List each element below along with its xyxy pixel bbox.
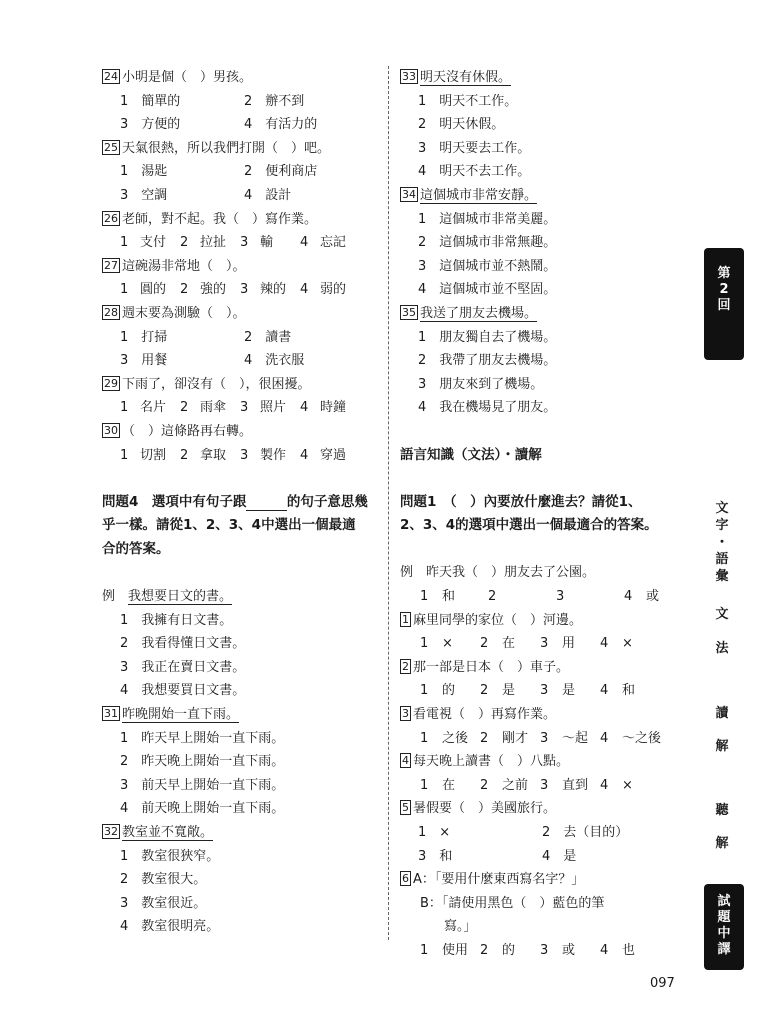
- problem-1-heading: 問題1 （ ）內要放什麼進去？請從1、: [400, 493, 642, 510]
- question-text: 老師，對不起。我（ ）寫作業。: [122, 211, 318, 227]
- option-text: 名片: [140, 400, 167, 416]
- option: 1 這個城市非常美麗。: [418, 211, 557, 227]
- option-number: 1: [420, 942, 429, 958]
- side-label-listening-1: [712, 802, 732, 819]
- option: 2 便利商店: [244, 164, 318, 180]
- option-number: 2: [180, 447, 189, 463]
- question-number: 26: [104, 211, 118, 225]
- tab-char: 2: [719, 282, 729, 297]
- option-number: 3: [240, 235, 249, 251]
- option-text: 或: [562, 942, 576, 958]
- option-text: 切割: [140, 447, 167, 463]
- option-text: 和: [622, 683, 636, 699]
- question-text: 週末要為測驗（ ）。: [122, 305, 246, 321]
- option-text: ～之後: [622, 730, 662, 746]
- question-number: 34: [402, 187, 416, 201]
- tab-translation[interactable]: [704, 884, 744, 970]
- question-31: [102, 703, 380, 727]
- question-24: [102, 66, 380, 90]
- question-32: [102, 821, 380, 845]
- option-number: 1: [420, 730, 429, 746]
- option-text: 和: [442, 589, 456, 605]
- option-number: 2: [180, 282, 189, 298]
- option-text: 的: [502, 942, 516, 958]
- option-row: [102, 349, 380, 373]
- side-char: 彙: [715, 569, 729, 584]
- column-divider: [388, 66, 389, 940]
- option: 2 讀書: [244, 329, 292, 345]
- option: 1 教室很狹窄。: [120, 848, 220, 864]
- question-number: 32: [104, 825, 118, 838]
- problem-1-heading-line2: 2、3、4的選項中選出一個最適合的答案。: [400, 517, 658, 534]
- question-text: 天氣很熱，所以我們打開（ ）吧。: [122, 140, 331, 156]
- option-row: [400, 632, 672, 656]
- option-text: 弱的: [320, 282, 347, 298]
- option-text: 在: [442, 777, 456, 793]
- question-number: 28: [104, 305, 118, 319]
- option-number: 1: [120, 447, 129, 463]
- option-text: 用: [562, 636, 576, 652]
- question-text: 昨晚開始一直下雨。: [122, 707, 240, 723]
- option-number: 3: [540, 777, 549, 793]
- grammar-question-2: [400, 656, 672, 680]
- option: 3 用餐: [120, 353, 168, 369]
- option-number: 4: [300, 447, 309, 463]
- question-text: 我送了朋友去機場。: [420, 305, 538, 321]
- left-column: [102, 66, 380, 939]
- tab-char: 試: [717, 894, 731, 909]
- problem-4-heading: [102, 491, 380, 515]
- option-text: 也: [622, 942, 636, 958]
- option-text: 拿取: [200, 447, 227, 463]
- tab-char: 回: [717, 298, 731, 313]
- question-text: 每天晚上讀書（ ）八點。: [413, 754, 570, 770]
- question-33: [400, 66, 672, 90]
- heading-text: 問題4 選項中有句子跟: [102, 493, 247, 510]
- option: 3 明天要去工作。: [418, 140, 531, 156]
- option-text: 支付: [140, 235, 167, 251]
- problem-4-heading-line3: 合的答案。: [102, 540, 170, 557]
- option-text: 直到: [562, 777, 589, 793]
- option-text: 剛才: [502, 730, 529, 746]
- question-34: [400, 184, 672, 208]
- grammar-question-3: [400, 703, 672, 727]
- option-number: 3: [240, 282, 249, 298]
- side-char: 文: [715, 607, 729, 622]
- question-number: 5: [402, 801, 409, 815]
- question-text: 麻里同學的家位（ ）河邊。: [413, 612, 583, 628]
- question-text: 明天沒有休假。: [420, 70, 512, 85]
- option-row: [102, 231, 380, 255]
- option: 2 辦不到: [244, 93, 305, 109]
- side-char: 讀: [715, 706, 729, 721]
- blank-line: [246, 494, 287, 511]
- heading-text: 的句子意思幾: [286, 493, 368, 510]
- option-number: 2: [480, 942, 489, 958]
- option-number: 4: [300, 400, 309, 416]
- question-30: [102, 420, 380, 444]
- tab-char: 中: [717, 926, 731, 941]
- option-number: 3: [540, 942, 549, 958]
- option-row: [102, 444, 380, 468]
- question-29: [102, 373, 380, 397]
- option-text: 穿過: [320, 447, 347, 463]
- option-row: [102, 278, 380, 302]
- option: 2 明天休假。: [418, 117, 505, 133]
- option-number: 4: [600, 730, 609, 746]
- question-text: 教室並不寬敞。: [122, 825, 214, 840]
- option: 1 打掃: [120, 329, 168, 345]
- option-row: [400, 774, 672, 798]
- question-35: [400, 302, 672, 326]
- tab-char: 第: [717, 266, 731, 281]
- option: 2 教室很大。: [120, 872, 207, 888]
- option: 4 設計: [244, 187, 292, 203]
- question-number: 6: [402, 872, 409, 886]
- option-text: 拉扯: [200, 235, 227, 251]
- option-number: 4: [624, 589, 633, 605]
- question-number: 3: [402, 707, 409, 721]
- right-column: [400, 66, 672, 963]
- side-char: 聽: [715, 803, 729, 818]
- option-row: [400, 939, 672, 963]
- side-char: 語: [715, 552, 729, 567]
- side-char: 法: [715, 641, 729, 656]
- option-row: [400, 821, 672, 845]
- option: 4 我在機場見了朋友。: [418, 400, 557, 416]
- question-number: 35: [402, 305, 416, 319]
- option: 3 和: [418, 848, 453, 864]
- side-label-listening-2: [712, 835, 732, 852]
- question-text: 這碗湯非常地（ ）。: [122, 258, 246, 274]
- option-number: 3: [556, 589, 565, 605]
- option-text: 使用: [442, 942, 469, 958]
- side-char: 文: [715, 501, 729, 516]
- question-number: 29: [104, 376, 118, 390]
- option-text: ×: [622, 777, 633, 793]
- option: 4 洗衣服: [244, 353, 305, 369]
- example-label: 例: [102, 589, 116, 605]
- option: 1 湯匙: [120, 164, 168, 180]
- option-number: 2: [480, 636, 489, 652]
- question-text: 看電視（ ）再寫作業。: [413, 707, 557, 723]
- option: 2 我看得懂日文書。: [120, 636, 246, 652]
- option-text: 圓的: [140, 282, 167, 298]
- option-number: 3: [240, 400, 249, 416]
- option-text: 照片: [260, 400, 287, 416]
- question-text: A：「要用什麼東西寫名字？」: [413, 872, 585, 888]
- option-number: 4: [600, 636, 609, 652]
- grammar-question-5: [400, 797, 672, 821]
- option-row: [400, 679, 672, 703]
- question-25: [102, 137, 380, 161]
- option-number: 4: [300, 282, 309, 298]
- option-text: 強的: [200, 282, 227, 298]
- option: 2 我帶了朋友去機場。: [418, 353, 557, 369]
- option-text: 之後: [442, 730, 469, 746]
- option: 3 空調: [120, 187, 168, 203]
- option-text: ×: [622, 636, 633, 652]
- side-label-vocabulary: [712, 500, 732, 585]
- page-number: 097: [650, 976, 675, 991]
- option-text: 的: [442, 683, 456, 699]
- option: 4 有活力的: [244, 117, 318, 133]
- option: 3 我正在賣日文書。: [120, 659, 246, 675]
- option-text: 或: [646, 589, 660, 605]
- option-text: 製作: [260, 447, 287, 463]
- question-text: 小明是個（ ）男孩。: [122, 70, 253, 85]
- example: 例 昨天我（ ）朋友去了公園。: [400, 565, 596, 581]
- option-number: 3: [540, 636, 549, 652]
- option: 2 去（目的）: [542, 825, 629, 840]
- option-number: 1: [120, 400, 129, 416]
- option-number: 2: [480, 730, 489, 746]
- option: 1 朋友獨自去了機場。: [418, 329, 557, 345]
- option: 3 這個城市並不熱鬧。: [418, 258, 557, 274]
- grammar-question-4: [400, 750, 672, 774]
- option: 3 前天早上開始一直下雨。: [120, 777, 285, 793]
- tab-round-2[interactable]: [704, 248, 744, 360]
- question-text: 下雨了，卻沒有（ ），很困擾。: [122, 376, 311, 392]
- option-number: 3: [540, 683, 549, 699]
- option-row: [102, 184, 380, 208]
- option-row: [400, 585, 672, 609]
- option: 1 我擁有日文書。: [120, 612, 233, 628]
- option: 4 教室很明亮。: [120, 919, 220, 935]
- option-number: 1: [420, 636, 429, 652]
- side-label-grammar-2: [712, 640, 732, 657]
- question-text: （ ）這條路再右轉。: [122, 423, 253, 439]
- option-text: 是: [562, 683, 576, 699]
- option-number: 2: [488, 589, 497, 605]
- side-label-reading-1: [712, 705, 732, 722]
- option-text: ～起: [562, 730, 589, 746]
- grammar-question-1: [400, 609, 672, 633]
- example-sentence: 我想要日文的書。: [128, 589, 233, 605]
- option-number: 4: [600, 942, 609, 958]
- question-text: 暑假要（ ）美國旅行。: [413, 801, 557, 817]
- option-row: [102, 326, 380, 350]
- option-row: [400, 727, 672, 751]
- option-text: 在: [502, 636, 516, 652]
- side-label-grammar-1: [712, 606, 732, 623]
- side-char: 字: [715, 518, 729, 533]
- option: 4 這個城市並不堅固。: [418, 282, 557, 298]
- option: 2 昨天晚上開始一直下雨。: [120, 754, 285, 770]
- question-number: 27: [104, 258, 118, 272]
- example: [102, 585, 380, 609]
- option-number: 1: [120, 235, 129, 251]
- dialogue-line: 寫。」: [444, 919, 477, 935]
- question-28: [102, 302, 380, 326]
- option-text: 是: [502, 683, 516, 699]
- question-number: 4: [402, 754, 409, 768]
- option-number: 4: [600, 683, 609, 699]
- option: 1 明天不工作。: [418, 93, 518, 109]
- question-26: [102, 208, 380, 232]
- problem-4-heading-line2: 乎一樣。請從1、2、3、4中選出一個最適: [102, 517, 356, 534]
- tab-char: 譯: [717, 942, 731, 957]
- option-text: 時鐘: [320, 400, 347, 416]
- option: 4 前天晚上開始一直下雨。: [120, 801, 285, 817]
- option-row: [400, 845, 672, 869]
- side-char: 解: [715, 739, 729, 754]
- option-number: 4: [600, 777, 609, 793]
- tab-char: 題: [717, 910, 731, 925]
- option-number: 1: [420, 777, 429, 793]
- option-row: [102, 160, 380, 184]
- option-number: 2: [180, 235, 189, 251]
- option-number: 4: [300, 235, 309, 251]
- option-text: ×: [442, 636, 453, 652]
- option: 3 教室很近。: [120, 895, 207, 911]
- option: 4 是: [542, 848, 577, 864]
- option-number: 3: [240, 447, 249, 463]
- option-text: 辣的: [260, 282, 287, 298]
- option-number: 1: [420, 589, 429, 605]
- question-text: 那一部是日本（ ）車子。: [413, 659, 570, 675]
- option-text: 輸: [260, 235, 274, 251]
- side-label-reading-2: [712, 738, 732, 755]
- option-row: [102, 113, 380, 137]
- option-row: [102, 90, 380, 114]
- option: 1 簡單的: [120, 93, 181, 109]
- option: 3 方便的: [120, 117, 181, 133]
- question-number: 1: [402, 612, 409, 626]
- option: 4 明天不去工作。: [418, 164, 531, 180]
- option: 1 昨天早上開始一直下雨。: [120, 730, 285, 746]
- option-number: 1: [120, 282, 129, 298]
- question-27: [102, 255, 380, 279]
- option: 2 這個城市非常無趣。: [418, 235, 557, 251]
- question-number: 33: [402, 70, 416, 83]
- question-number: 2: [402, 659, 409, 673]
- question-number: 30: [104, 423, 118, 437]
- option-text: 雨傘: [200, 400, 227, 416]
- option: 3 朋友來到了機場。: [418, 376, 544, 392]
- option-number: 2: [480, 683, 489, 699]
- option-text: 之前: [502, 777, 529, 793]
- question-number: 31: [104, 707, 118, 721]
- option: 1 ×: [418, 825, 451, 840]
- question-number: 24: [104, 70, 118, 83]
- option-row: [102, 396, 380, 420]
- grammar-question-6: [400, 868, 672, 892]
- option-number: 2: [180, 400, 189, 416]
- option-number: 1: [420, 683, 429, 699]
- dialogue-line: B：「請使用黑色（ ）藍色的筆: [420, 895, 605, 911]
- question-text: 這個城市非常安靜。: [420, 187, 538, 203]
- option-number: 2: [480, 777, 489, 793]
- option: 4 我想要買日文書。: [120, 683, 246, 699]
- option-number: 3: [540, 730, 549, 746]
- option-text: 忘記: [320, 235, 347, 251]
- side-char: ・: [715, 535, 729, 550]
- question-number: 25: [104, 140, 118, 154]
- section-heading: 語言知識（文法）・讀解: [400, 446, 542, 463]
- side-char: 解: [715, 836, 729, 851]
